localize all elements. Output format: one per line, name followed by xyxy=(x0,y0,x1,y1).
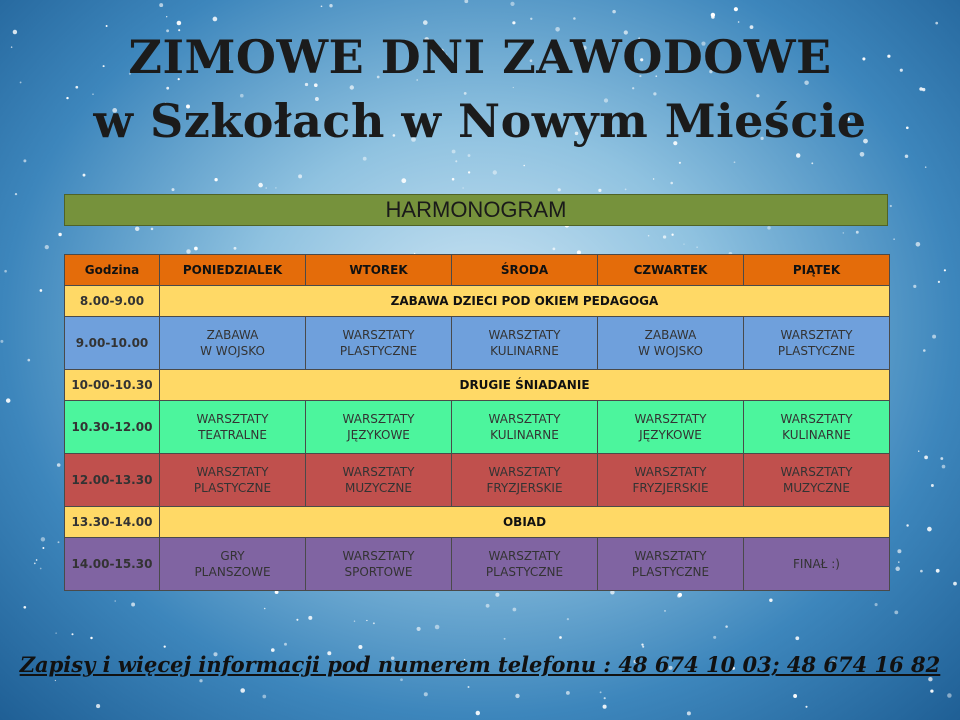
activity-cell xyxy=(598,538,744,591)
snowflake xyxy=(600,691,602,693)
snowflake xyxy=(513,87,514,88)
schedule-table xyxy=(64,254,890,591)
header-monday: PONIEDZIALEK xyxy=(160,255,306,286)
snowflake xyxy=(329,4,332,7)
snowflake xyxy=(919,87,923,91)
snowflake xyxy=(424,692,428,696)
snowflake xyxy=(15,193,17,195)
activity-line: WARSZTATY xyxy=(488,465,561,479)
snowflake xyxy=(166,87,169,90)
activity-line: WARSZTATY xyxy=(780,328,853,342)
snowflake xyxy=(648,235,650,237)
activity-line: PLASTYCZNE xyxy=(631,565,710,579)
snowflake xyxy=(464,0,468,3)
snowflake xyxy=(366,620,367,621)
snowflake xyxy=(455,160,457,162)
snowflake xyxy=(894,610,898,614)
snowflake xyxy=(172,188,175,191)
activity-line: KULINARNE xyxy=(490,344,559,358)
snowflake xyxy=(42,547,44,549)
snowflake xyxy=(897,549,901,553)
activity-line: WARSZTATY xyxy=(342,328,415,342)
snowflake xyxy=(696,246,698,248)
snowflake xyxy=(468,171,470,173)
span-cell: OBIAD xyxy=(160,507,890,538)
snowflake xyxy=(264,608,266,610)
activity-line: GRY xyxy=(220,549,245,563)
snowflake xyxy=(530,18,532,20)
snowflake xyxy=(513,608,517,612)
snowflake xyxy=(55,680,56,681)
snowflake xyxy=(931,484,934,487)
activity-line: PLASTYCZNE xyxy=(777,344,856,358)
snowflake xyxy=(678,593,682,597)
activity-line: WARSZTATY xyxy=(488,549,561,563)
snowflake xyxy=(36,559,38,561)
snowflake xyxy=(45,245,49,249)
activity-line: WARSZTATY xyxy=(342,465,415,479)
activity-line: FRYZJERSKIE xyxy=(486,481,563,495)
snowflake xyxy=(793,694,797,698)
page-subtitle: w Szkołach w Nowym Mieście xyxy=(93,94,867,148)
snowflake xyxy=(843,232,845,234)
activity-cell xyxy=(452,454,598,507)
snowflake xyxy=(75,86,78,89)
activity-line: KULINARNE xyxy=(490,428,559,442)
snowflake xyxy=(713,636,716,639)
snowflake xyxy=(468,154,471,157)
snowflake xyxy=(234,247,237,250)
contact-info: Zapisy i więcej informacji pod numerem telefonu : 48 674 10 03; 48 674 16 82 xyxy=(19,652,941,677)
snowflake xyxy=(435,625,440,630)
snowflake xyxy=(558,188,561,191)
snowflake xyxy=(947,693,952,698)
activity-line: WARSZTATY xyxy=(196,465,269,479)
snowflake xyxy=(928,677,932,681)
activity-cell xyxy=(744,317,890,370)
page-title: ZIMOWE DNI ZAWODOWE xyxy=(128,30,832,84)
activity-cell xyxy=(598,317,744,370)
activity-line: JĘZYKOWE xyxy=(639,428,702,442)
snowflake xyxy=(400,678,403,681)
snowflake xyxy=(856,231,859,234)
snowflake xyxy=(924,456,928,460)
header-hour: Godzina xyxy=(65,255,160,286)
table-row xyxy=(65,317,890,370)
snowflake xyxy=(258,183,263,188)
activity-cell xyxy=(160,401,306,454)
snowflake xyxy=(641,643,643,645)
snowflake xyxy=(566,691,570,695)
snowflake xyxy=(920,570,923,573)
activity-line: SPORTOWE xyxy=(344,565,413,579)
snowflake xyxy=(523,165,525,167)
snowflake xyxy=(913,285,916,288)
snowflake xyxy=(711,15,715,19)
snowflake xyxy=(930,689,933,692)
snowflake xyxy=(604,697,606,699)
activity-line: ZABAWA xyxy=(644,328,697,342)
activity-cell xyxy=(452,317,598,370)
snowflake xyxy=(0,340,3,343)
snowflake xyxy=(938,281,940,283)
snowflake xyxy=(83,174,86,177)
snowflake xyxy=(573,17,576,20)
snowflake xyxy=(159,3,163,7)
snowflake xyxy=(738,21,740,23)
snowflake xyxy=(452,178,455,181)
header-thursday: CZWARTEK xyxy=(598,255,744,286)
snowflake xyxy=(795,636,799,640)
snowflake xyxy=(679,162,681,164)
snowflake xyxy=(106,25,108,27)
snowflake xyxy=(670,182,673,185)
snowflake xyxy=(796,153,800,157)
snowflake xyxy=(213,17,218,22)
hour-cell: 9.00-10.00 xyxy=(65,317,160,370)
activity-line: W WOJSKO xyxy=(200,344,265,358)
activity-line: MUZYCZNE xyxy=(783,481,850,495)
snowflake xyxy=(642,646,644,648)
snowflake xyxy=(890,205,892,207)
activity-line: WARSZTATY xyxy=(634,465,707,479)
snowflake xyxy=(58,541,60,543)
table-row xyxy=(65,507,890,538)
snowflake xyxy=(486,604,490,608)
snowflake xyxy=(476,711,480,715)
snowflake xyxy=(734,161,736,163)
activity-line: W WOJSKO xyxy=(638,344,703,358)
snowflake xyxy=(512,21,515,24)
activity-cell xyxy=(160,454,306,507)
snowflake xyxy=(603,705,607,709)
activity-line: PLASTYCZNE xyxy=(339,344,418,358)
snowflake xyxy=(905,154,909,158)
table-header-row xyxy=(65,255,890,286)
snowflake xyxy=(284,643,287,646)
snowflake xyxy=(166,16,167,17)
snowflake xyxy=(567,618,569,620)
activity-line: WARSZTATY xyxy=(488,328,561,342)
snowflake xyxy=(805,706,807,708)
snowflake xyxy=(940,457,943,460)
snowflake xyxy=(916,242,921,247)
snowflake xyxy=(927,527,932,532)
snowflake xyxy=(510,2,514,6)
snowflake xyxy=(687,711,691,715)
snowflake xyxy=(734,7,738,11)
snowflake xyxy=(296,619,298,621)
activity-line: ZABAWA xyxy=(206,328,259,342)
snowflake xyxy=(194,247,198,251)
snowflake xyxy=(767,226,770,229)
snowflake xyxy=(96,704,100,708)
snowflake xyxy=(358,645,362,649)
snowflake xyxy=(131,603,135,607)
snowflake xyxy=(932,335,936,339)
snowflake xyxy=(114,600,116,602)
snowflake xyxy=(936,569,940,573)
snowflake xyxy=(495,593,499,597)
snowflake xyxy=(363,157,367,161)
activity-line: WARSZTATY xyxy=(488,412,561,426)
snowflake xyxy=(57,463,61,467)
table-row xyxy=(65,538,890,591)
snowflake xyxy=(664,610,666,612)
activity-line: MUZYCZNE xyxy=(345,481,412,495)
snowflake xyxy=(4,270,7,273)
snowflake xyxy=(725,625,728,628)
snowflake xyxy=(90,637,92,639)
activity-line: WARSZTATY xyxy=(342,549,415,563)
span-cell: DRUGIE ŚNIADANIE xyxy=(160,370,890,401)
snowflake xyxy=(493,170,497,174)
activity-cell xyxy=(744,454,890,507)
snowflake xyxy=(41,537,45,541)
schedule-banner: HARMONOGRAM xyxy=(64,194,888,226)
activity-line: PLASTYCZNE xyxy=(485,565,564,579)
snowflake xyxy=(34,563,36,565)
snowflake xyxy=(40,568,42,570)
snowflake xyxy=(653,178,654,179)
snowflake xyxy=(918,450,919,451)
table-row xyxy=(65,286,890,317)
snowflake xyxy=(23,159,26,162)
table-row xyxy=(65,370,890,401)
snowflake xyxy=(553,248,556,251)
snowflake xyxy=(71,633,73,635)
activity-line: PLASTYCZNE xyxy=(193,481,272,495)
snowflake xyxy=(898,561,899,562)
snowflake xyxy=(468,686,470,688)
activity-cell xyxy=(306,317,452,370)
activity-cell xyxy=(452,401,598,454)
activity-cell xyxy=(598,401,744,454)
snowflake xyxy=(27,359,30,362)
snowflake xyxy=(452,150,456,154)
snowflake xyxy=(164,645,166,647)
activity-line: FINAŁ :) xyxy=(793,557,840,571)
snowflake xyxy=(953,582,957,586)
table-row xyxy=(65,401,890,454)
activity-cell xyxy=(306,401,452,454)
hour-cell: 12.00-13.30 xyxy=(65,454,160,507)
activity-cell xyxy=(744,538,890,591)
snowflake xyxy=(265,187,267,189)
snowflake xyxy=(504,638,506,640)
hour-cell: 10.30-12.00 xyxy=(65,401,160,454)
snowflake xyxy=(321,5,323,7)
activity-line: FRYZJERSKIE xyxy=(632,481,709,495)
snowflake xyxy=(214,178,217,181)
span-cell: ZABAWA DZIECI POD OKIEM PEDAGOGA xyxy=(160,286,890,317)
snowflake xyxy=(262,695,266,699)
activity-line: WARSZTATY xyxy=(780,412,853,426)
snowflake xyxy=(663,235,666,238)
snowflake xyxy=(240,688,245,693)
snowflake xyxy=(308,616,312,620)
activity-line: KULINARNE xyxy=(782,428,851,442)
snowflake xyxy=(401,178,406,183)
snowflake xyxy=(625,189,627,191)
snowflake xyxy=(944,269,946,271)
activity-line: WARSZTATY xyxy=(780,465,853,479)
snowflake xyxy=(515,694,519,698)
snowflake xyxy=(671,234,673,236)
snowflake xyxy=(423,20,428,25)
snowflake xyxy=(23,606,26,609)
snowflake xyxy=(935,22,938,25)
snowflake xyxy=(298,174,302,178)
snowflake xyxy=(893,238,894,239)
activity-cell xyxy=(744,401,890,454)
activity-cell xyxy=(452,538,598,591)
activity-cell xyxy=(306,538,452,591)
snowflake xyxy=(598,189,601,192)
header-tuesday: WTOREK xyxy=(306,255,452,286)
snowflake xyxy=(750,25,754,29)
activity-cell xyxy=(306,454,452,507)
snowflake xyxy=(769,599,772,602)
hour-cell: 10-00-10.30 xyxy=(65,370,160,401)
snowflake xyxy=(923,349,926,352)
snowflake xyxy=(811,162,813,164)
activity-cell xyxy=(598,454,744,507)
snowflake xyxy=(6,398,10,402)
snowflake xyxy=(632,87,634,89)
snowflake xyxy=(462,187,463,188)
snowflake xyxy=(925,166,927,168)
snowflake xyxy=(417,627,421,631)
snowflake xyxy=(373,622,375,624)
table-row xyxy=(65,454,890,507)
activity-line: JĘZYKOWE xyxy=(347,428,410,442)
activity-cell xyxy=(160,317,306,370)
snowflake xyxy=(875,603,878,606)
snowflake xyxy=(135,227,139,231)
snowflake xyxy=(55,632,56,633)
activity-line: WARSZTATY xyxy=(342,412,415,426)
activity-cell xyxy=(160,538,306,591)
snowflake xyxy=(942,465,946,469)
snowflake xyxy=(275,187,276,188)
snowflake xyxy=(860,152,865,157)
snowflake xyxy=(895,567,900,572)
snowflake xyxy=(151,228,154,231)
snowflake xyxy=(354,620,355,621)
activity-line: PLANSZOWE xyxy=(194,565,271,579)
snowflake xyxy=(683,243,684,244)
activity-line: WARSZTATY xyxy=(634,412,707,426)
hour-cell: 14.00-15.30 xyxy=(65,538,160,591)
snowflake xyxy=(199,679,202,682)
activity-line: TEATRALNE xyxy=(198,428,267,442)
snowflake xyxy=(40,289,43,292)
activity-line: WARSZTATY xyxy=(634,549,707,563)
snowflake xyxy=(58,233,61,236)
snowflake xyxy=(350,85,354,89)
header-wednesday: ŚRODA xyxy=(452,255,598,286)
hour-cell: 13.30-14.00 xyxy=(65,507,160,538)
snowflake xyxy=(612,10,616,14)
hour-cell: 8.00-9.00 xyxy=(65,286,160,317)
header-friday: PIĄTEK xyxy=(744,255,890,286)
activity-line: WARSZTATY xyxy=(196,412,269,426)
snowflake xyxy=(177,21,182,26)
snowflake xyxy=(559,636,562,639)
snowflake xyxy=(906,524,908,526)
